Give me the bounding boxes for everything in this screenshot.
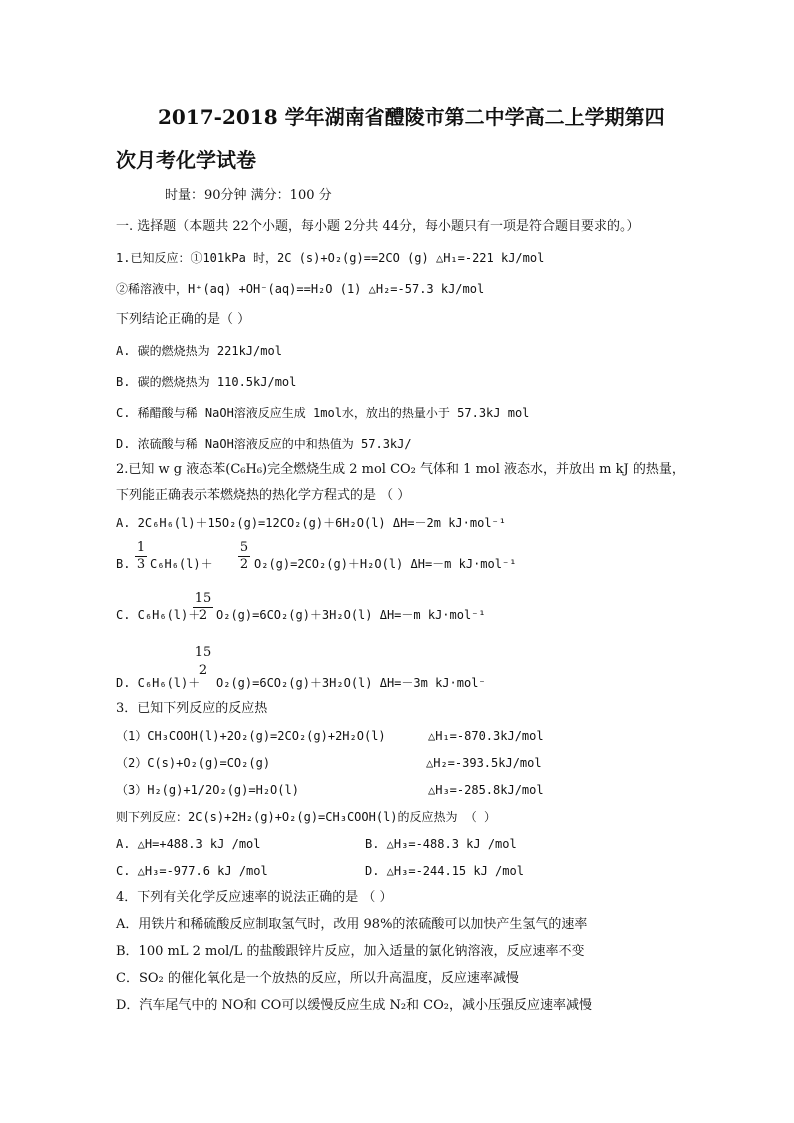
q4-option-a: A．用铁片和稀硫酸反应制取氢气时，改用 98%的浓硫酸可以加快产生氢气的速率 (116, 917, 588, 932)
title-prefix: 次月考 (116, 148, 176, 172)
q2-option-b-fraction-1 (135, 541, 147, 572)
title-bold: 化学试卷 (176, 148, 256, 172)
fraction-denominator: 3 (136, 557, 146, 572)
fraction-numerator: 15 (194, 645, 212, 660)
q2-option-b-label: B. (116, 557, 131, 571)
q1-option-a: A. 碳的燃烧热为 221kJ/mol (116, 344, 282, 358)
q3-reaction-3: （3）H₂(g)+1/2O₂(g)=H₂O(l) (116, 783, 299, 797)
q3-option-c: C. △H₃=-977.6 kJ /mol (116, 864, 268, 878)
q3-reaction-2: （2）C(s)+O₂(g)=CO₂(g) (116, 756, 271, 770)
q2-option-b-middle: C₆H₆(l)＋ (150, 557, 213, 571)
q2-stem-2: 下列能正确表示苯燃烧热的热化学方程式的是 （ ） (116, 488, 411, 503)
q2-option-d-equation: O₂(g)=6CO₂(g)＋3H₂O(l) ΔH=－3m kJ·mol⁻ (216, 676, 486, 690)
q1-stem-1: 1.已知反应：①101kPa 时，2C (s)+O₂(g)==2CO (g) △H₁=-221 kJ/mol (116, 251, 545, 265)
q3-option-b: B. △H₃=-488.3 kJ /mol (365, 837, 517, 851)
q3-option-a: A. △H=+488.3 kJ /mol (116, 837, 261, 851)
fraction-denominator: 2 (198, 663, 208, 678)
q2-option-c-equation: O₂(g)=6CO₂(g)＋3H₂O(l) ΔH=－m kJ·mol⁻¹ (216, 608, 486, 622)
exam-meta: 时量：90分钟 满分：100 分 (165, 188, 332, 203)
q1-option-b: B. 碳的燃烧热为 110.5kJ/mol (116, 375, 297, 389)
q2-option-b-fraction-2 (238, 541, 250, 572)
q2-stem-1: 2.已知 w g 液态苯(C₆H₆)完全燃烧生成 2 mol CO₂ 气体和 1 mol 液态水，并放出 m kJ 的热量， (116, 462, 685, 477)
q3-reaction-1: （1）CH₃COOH(l)+2O₂(g)=2CO₂(g)+2H₂O(l) (116, 729, 386, 743)
title-line-2 (116, 147, 256, 173)
q1-option-c: C. 稀醋酸与稀 NaOH溶液反应生成 1mol水，放出的热量小于 57.3kJ mol (116, 406, 530, 420)
q3-question: 则下列反应：2C(s)+2H₂(g)+O₂(g)=CH₃COOH(l)的反应热为 （ ） (116, 810, 496, 824)
q1-option-d: D. 浓硫酸与稀 NaOH溶液反应的中和热值为 57.3kJ/ (116, 437, 412, 451)
q4-stem: 4．下列有关化学反应速率的说法正确的是 （ ） (116, 890, 393, 905)
fraction-numerator: 5 (239, 540, 249, 555)
q2-option-d-start: D. C₆H₆(l)＋ (116, 676, 201, 690)
q3-enthalpy-2: △H₂=-393.5kJ/mol (426, 756, 542, 770)
q3-enthalpy-1: △H₁=-870.3kJ/mol (428, 729, 544, 743)
fraction-denominator: 2 (239, 557, 249, 572)
q3-option-d: D. △H₃=-244.15 kJ /mol (365, 864, 524, 878)
q2-option-a: A. 2C₆H₆(l)＋15O₂(g)=12CO₂(g)＋6H₂O(l) ΔH=－2m kJ·mol⁻¹ (116, 516, 507, 530)
q2-option-d-fraction (193, 646, 213, 678)
fraction-numerator: 1 (136, 540, 146, 555)
q4-option-d: D．汽车尾气中的 NO和 CO可以缓慢反应生成 N₂和 CO₂，减小压强反应速率减慢 (116, 998, 592, 1013)
q2-option-c-fraction (193, 592, 213, 623)
q2-option-c-start: C. C₆H₆(l)＋ (116, 608, 201, 622)
fraction-numerator: 15 (194, 591, 212, 606)
q3-stem: 3．已知下列反应的反应热 (116, 701, 268, 716)
q1-stem-3: 下列结论正确的是（ ） (116, 312, 251, 327)
section-heading: 一. 选择题（本题共 22个小题，每小题 2分共 44分，每小题只有一项是符合题目要求的。） (116, 219, 640, 234)
fraction-denominator: 2 (198, 608, 208, 623)
q1-stem-2: ②稀溶液中，H⁺(aq) +OH⁻(aq)==H₂O (1) △H₂=-57.3 kJ/mol (116, 282, 485, 296)
title-line-1: 2017-2018 学年湖南省醴陵市第二中学高二上学期第四 (158, 105, 665, 129)
q3-enthalpy-3: △H₃=-285.8kJ/mol (428, 783, 544, 797)
q4-option-c: C．SO₂ 的催化氧化是一个放热的反应，所以升高温度，反应速率减慢 (116, 971, 519, 986)
q2-option-b-equation: O₂(g)=2CO₂(g)＋H₂O(l) ΔH=－m kJ·mol⁻¹ (254, 557, 517, 571)
q4-option-b: B．100 mL 2 mol/L 的盐酸跟锌片反应，加入适量的氯化钠溶液，反应速率不变 (116, 944, 585, 959)
